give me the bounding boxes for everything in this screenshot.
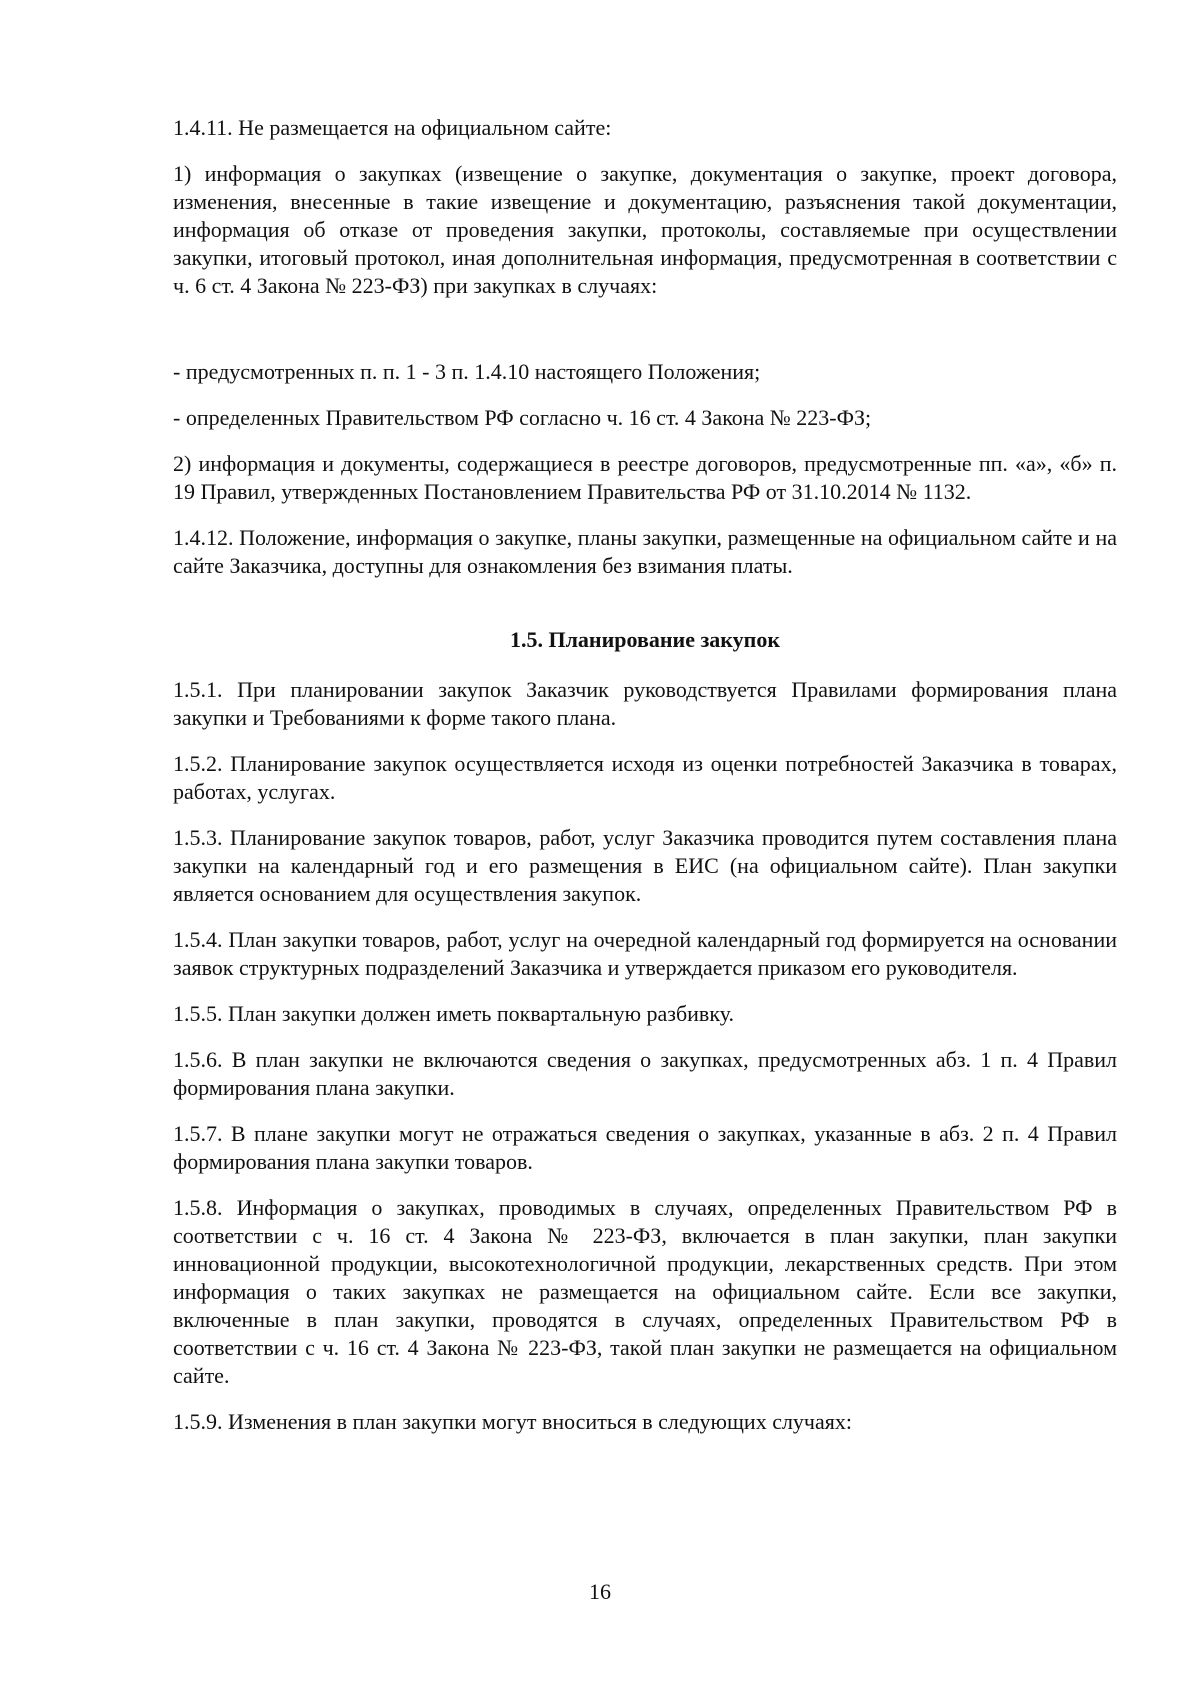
paragraph-1-5-8: 1.5.8. Информация о закупках, проводимых в случаях, определенных Правительством РФ в соответствии с ч. 16 ст. 4 Закона № 223-ФЗ, включается в план закупки, план закупки инновационной продукции, высокотехнологичной продукции, лекарственных средств. При этом информация о таких закупках не размещается на официальном сайте. Если все закупки, включенные в план закупки, проводятся в случаях, определенных Правительством РФ в соответствии с ч. 16 ст. 4 Закона № 223-ФЗ, такой план закупки не размещается на официальном сайте. [173, 1195, 1117, 1388]
paragraph-1-5-5: 1.5.5. План закупки должен иметь поквартальную разбивку. [173, 1001, 734, 1026]
paragraph-1-5-6: 1.5.6. В план закупки не включаются сведения о закупках, предусмотренных абз. 1 п. 4 Правил формирования плана закупки. [173, 1047, 1117, 1100]
paragraph-1-5-7: 1.5.7. В плане закупки могут не отражаться сведения о закупках, указанные в абз. 2 п. 4 Правил формирования плана закупки товаров. [173, 1121, 1117, 1174]
list-item-dash-1: - предусмотренных п. п. 1 - 3 п. 1.4.10 настоящего Положения; [173, 359, 761, 384]
paragraph-1-5-2: 1.5.2. Планирование закупок осуществляется исходя из оценки потребностей Заказчика в товарах, работах, услугах. [173, 751, 1117, 804]
paragraph-1-4-12: 1.4.12. Положение, информация о закупке, планы закупки, размещенные на официальном сайте и на сайте Заказчика, доступны для ознакомления без взимания платы. [173, 525, 1117, 578]
paragraph-item-1: 1) информация о закупках (извещение о закупке, документация о закупке, проект договора, изменения, внесенные в такие извещение и документацию, разъяснения такой документации, информация об отказе от проведения закупки, протоколы, составляемые при осуществлении закупки, итоговый протокол, иная дополнительная информация, предусмотренная в соответствии с ч. 6 ст. 4 Закона № 223-ФЗ) при закупках в случаях: [173, 161, 1117, 298]
paragraph-1-5-1: 1.5.1. При планировании закупок Заказчик руководствуется Правилами формирования плана закупки и Требованиями к форме такого плана. [173, 677, 1117, 730]
document-body [173, 114, 1117, 1454]
paragraph-1-5-9: 1.5.9. Изменения в план закупки могут вноситься в следующих случаях: [173, 1409, 852, 1434]
page-number: 16 [589, 1579, 611, 1604]
paragraph-1-4-11: 1.4.11. Не размещается на официальном сайте: [173, 115, 612, 140]
list-item-dash-2: - определенных Правительством РФ согласно ч. 16 ст. 4 Закона № 223-ФЗ; [173, 405, 872, 430]
paragraph-item-2: 2) информация и документы, содержащиеся в реестре договоров, предусмотренные пп. «а», «б» п. 19 Правил, утвержденных Постановлением Правительства РФ от 31.10.2014 № 1132. [173, 451, 1117, 504]
paragraph-1-5-4: 1.5.4. План закупки товаров, работ, услуг на очередной календарный год формируется на основании заявок структурных подразделений Заказчика и утверждается приказом его руководителя. [173, 927, 1117, 980]
section-title: 1.5. Планирование закупок [509, 627, 781, 652]
paragraph-1-5-3: 1.5.3. Планирование закупок товаров, работ, услуг Заказчика проводится путем составления плана закупки на календарный год и его размещения в ЕИС (на официальном сайте). План закупки является основанием для осуществления закупок. [173, 825, 1117, 906]
